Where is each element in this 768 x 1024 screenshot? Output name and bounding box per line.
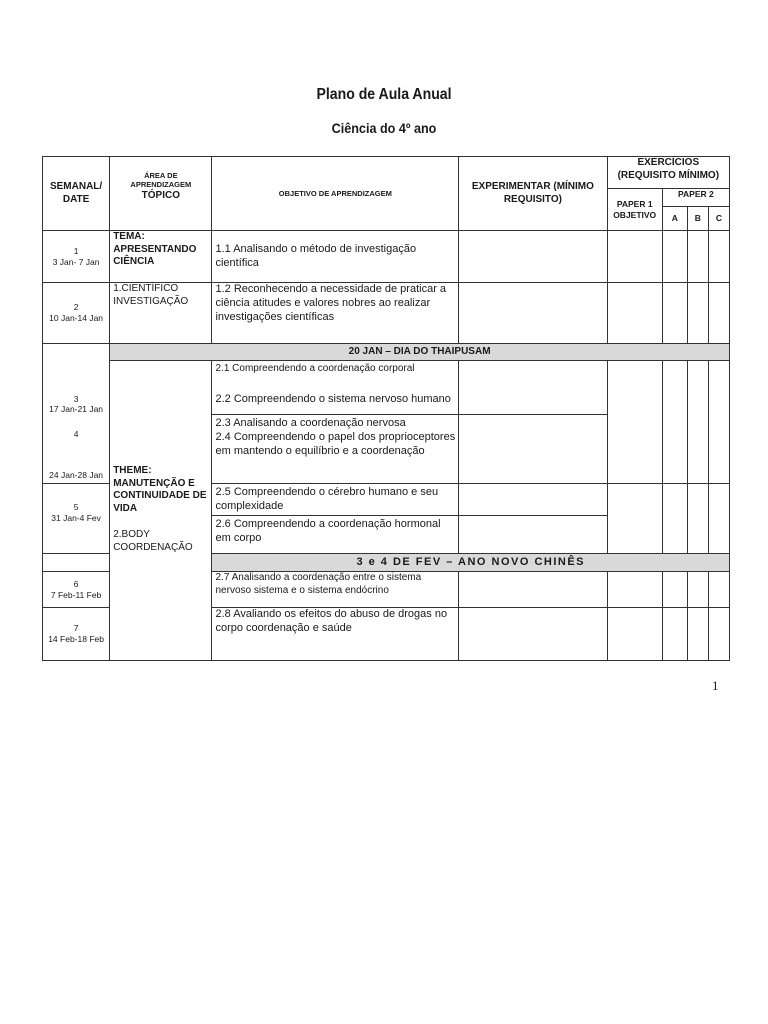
- paper2-a-cell: [662, 572, 687, 608]
- week-date: 10 Jan-14 Jan: [49, 313, 104, 323]
- experiment-cell: [459, 283, 607, 344]
- col-exercises-header: EXERCÍCIOS (REQUISITO MÍNIMO): [607, 157, 729, 189]
- paper1-cell: [607, 608, 662, 661]
- week-date: 3 Jan- 7 Jan: [52, 256, 100, 267]
- week-number: 6: [73, 578, 79, 589]
- week-cell: [43, 283, 110, 344]
- week-number: 5: [73, 502, 79, 513]
- paper2-b-cell: [687, 361, 708, 484]
- table-row: [43, 283, 730, 344]
- objective-item: 2.5 Compreendendo o cérebro humano e seu complexidade: [212, 484, 458, 516]
- paper1-cell: [607, 231, 662, 283]
- paper1-cell: [607, 283, 662, 344]
- week-number: 7: [73, 623, 79, 634]
- week-number: 2: [73, 302, 79, 313]
- objective-item: 2.3 Analisando a coordenação nervosa: [215, 417, 406, 429]
- paper2-a-cell: [662, 283, 687, 344]
- week-cell: [43, 572, 110, 608]
- col-c-header: C: [708, 207, 729, 231]
- paper2-c-cell: [708, 231, 729, 283]
- paper2-a-cell: [662, 484, 687, 554]
- objective-item: 2.2 Compreendendo o sistema nervoso humano: [215, 392, 451, 405]
- experiment-cell: [459, 608, 607, 661]
- col-area-header: [110, 157, 212, 231]
- week-date: 17 Jan-21 Jan: [49, 404, 104, 415]
- paper2-a-cell: [662, 608, 687, 661]
- paper2-c-cell: [708, 608, 729, 661]
- col-paper1-header: PAPER 1 OBJETIVO: [607, 189, 662, 231]
- col-experiment-header: EXPERIMENTAR (MÍNIMO REQUISITO): [459, 157, 607, 231]
- col-a-header: A: [662, 207, 687, 231]
- experiment-cell: [459, 484, 607, 554]
- col-objective-header: OBJETIVO DE APRENDIZAGEM: [212, 157, 459, 231]
- experiment-cell: [459, 231, 607, 283]
- page-number: 1: [712, 678, 719, 693]
- week-date: 7 Feb-11 Feb: [50, 589, 102, 600]
- week-number: 4: [73, 428, 79, 439]
- topic-cell: TEMA: APRESENTANDO CIÊNCIA: [110, 231, 212, 283]
- table-row: [43, 344, 730, 361]
- week-date: 31 Jan-4 Fev: [51, 512, 101, 523]
- week-number: 1: [73, 245, 79, 256]
- page-title: Plano de Aula Anual: [316, 86, 452, 103]
- paper2-c-cell: [708, 361, 729, 484]
- holiday-banner: 20 JAN – DIA DO THAIPUSAM: [110, 344, 730, 361]
- table-row: [43, 231, 730, 283]
- paper1-cell: [607, 484, 662, 554]
- paper2-c-cell: [708, 572, 729, 608]
- header-row: [43, 157, 730, 189]
- week-number: 3: [73, 393, 79, 404]
- holiday-banner: 3 e 4 DE FEV – ANO NOVO CHINÊS: [212, 554, 730, 572]
- col-paper2-header: PAPER 2: [662, 189, 729, 207]
- objective-cell: [212, 484, 459, 554]
- page-subtitle: Ciência do 4º ano: [331, 120, 437, 136]
- experiment-cell: [459, 361, 607, 484]
- topic-sub: 2.BODY COORDENAÇÃO: [113, 529, 193, 553]
- paper2-c-cell: [708, 283, 729, 344]
- area-label: ÁREA DE APRENDIZAGEM: [130, 171, 192, 190]
- paper1-cell: [607, 361, 662, 484]
- week-cell: [43, 554, 110, 572]
- paper2-a-cell: [662, 361, 687, 484]
- col-b-header: B: [687, 207, 708, 231]
- topic-cell: [110, 361, 212, 661]
- lesson-plan-table: [42, 156, 730, 661]
- paper2-b-cell: [687, 572, 708, 608]
- paper2-c-cell: [708, 484, 729, 554]
- paper2-b-cell: [687, 231, 708, 283]
- objective-cell: 2.8 Avaliando os efeitos do abuso de drogas no corpo coordenação e saúde: [212, 608, 459, 661]
- paper1-cell: [607, 572, 662, 608]
- week-cell: [43, 608, 110, 661]
- week-cell: [43, 344, 110, 484]
- week-date: 24 Jan-28 Jan: [49, 469, 104, 480]
- objective-item: 2.1 Compreendendo a coordenação corporal: [215, 363, 415, 374]
- objective-item: 2.6 Compreendendo a coordenação hormonal em corpo: [215, 518, 441, 544]
- objective-cell: 2.7 Analisando a coordenação entre o sistema nervoso sistema e o sistema endócrino: [212, 572, 459, 608]
- week-cell: [43, 231, 110, 283]
- table-row: [43, 361, 730, 484]
- paper2-b-cell: [687, 283, 708, 344]
- objective-item: 2.4 Compreendendo o papel dos proprioceptores em mantendo o equilíbrio e a coordenação: [215, 430, 456, 457]
- paper2-a-cell: [662, 231, 687, 283]
- paper2-b-cell: [687, 484, 708, 554]
- week-cell: [43, 469, 110, 554]
- topic-label: TÓPICO: [141, 189, 180, 201]
- week-date: 14 Feb-18 Feb: [48, 634, 104, 644]
- topic-sub-cell: 1.CIENTÍFICO INVESTIGAÇÃO: [110, 283, 212, 344]
- col-week-header: SEMANAL/ DATE: [43, 157, 110, 231]
- objective-cell: 1.1 Analisando o método de investigação científica: [212, 231, 459, 283]
- paper2-b-cell: [687, 608, 708, 661]
- objective-cell: 1.2 Reconhecendo a necessidade de praticar a ciência atitudes e valores nobres ao realizar investigações científicas: [212, 283, 459, 344]
- topic-theme: THEME: MANUTENÇÃO E CONTINUIDADE DE VIDA: [113, 465, 207, 514]
- objective-cell: [212, 361, 459, 484]
- experiment-cell: [459, 572, 607, 608]
